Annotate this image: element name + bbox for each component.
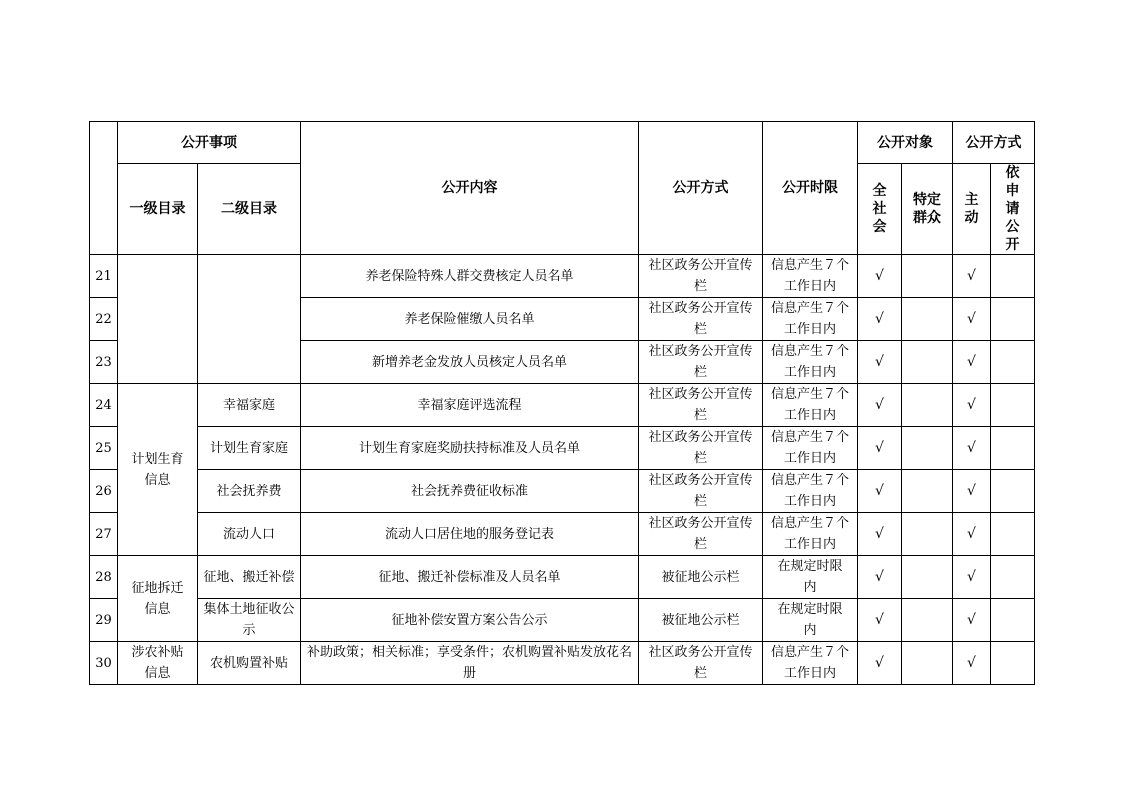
target-specific-check: [902, 298, 953, 341]
target-all-check: √: [858, 341, 902, 384]
mode-active-check: √: [953, 470, 991, 513]
time-cell: 信息产生７个工作日内: [763, 255, 858, 298]
header-items: 公开事项: [118, 122, 301, 164]
level2-cell: 农机购置补贴: [198, 642, 301, 685]
target-specific-check: [902, 556, 953, 599]
level2-cell: 集体土地征收公示: [198, 599, 301, 642]
target-all-check: √: [858, 255, 902, 298]
time-cell: 在规定时限内: [763, 556, 858, 599]
header-mode-apply: 依申请公开: [991, 164, 1035, 255]
level1-land: 征地拆迁信息: [118, 556, 198, 642]
method-cell: 被征地公示栏: [639, 556, 763, 599]
mode-active-check: √: [953, 642, 991, 685]
mode-apply-check: [991, 384, 1035, 427]
level2-cell: 幸福家庭: [198, 384, 301, 427]
target-specific-check: [902, 341, 953, 384]
mode-active-check: √: [953, 298, 991, 341]
header-target-specific: 特定群众: [902, 164, 953, 255]
method-cell: 社区政务公开宣传栏: [639, 427, 763, 470]
header-row-1: [90, 122, 1035, 164]
mode-active-check: √: [953, 384, 991, 427]
time-cell: 信息产生７个工作日内: [763, 642, 858, 685]
mode-apply-check: [991, 255, 1035, 298]
content-cell: 养老保险特殊人群交费核定人员名单: [301, 255, 639, 298]
time-cell: 信息产生７个工作日内: [763, 470, 858, 513]
target-specific-check: [902, 427, 953, 470]
level1-family-planning: 计划生育信息: [118, 384, 198, 556]
content-cell: 流动人口居住地的服务登记表: [301, 513, 639, 556]
method-cell: 社区政务公开宣传栏: [639, 255, 763, 298]
mode-apply-check: [991, 427, 1035, 470]
time-cell: 信息产生７个工作日内: [763, 341, 858, 384]
header-no: [90, 122, 118, 255]
time-cell: 信息产生７个工作日内: [763, 513, 858, 556]
mode-active-check: √: [953, 341, 991, 384]
mode-active-check: √: [953, 427, 991, 470]
time-cell: 信息产生７个工作日内: [763, 384, 858, 427]
mode-active-check: √: [953, 255, 991, 298]
target-all-check: √: [858, 513, 902, 556]
time-cell: 信息产生７个工作日内: [763, 298, 858, 341]
target-specific-check: [902, 384, 953, 427]
level1-cell-empty: [118, 255, 198, 384]
table-row: [90, 470, 1035, 513]
target-specific-check: [902, 642, 953, 685]
table-row: [90, 642, 1035, 685]
mode-apply-check: [991, 341, 1035, 384]
method-cell: 社区政务公开宣传栏: [639, 470, 763, 513]
header-method: 公开方式: [639, 122, 763, 255]
content-cell: 幸福家庭评选流程: [301, 384, 639, 427]
target-specific-check: [902, 470, 953, 513]
target-all-check: √: [858, 599, 902, 642]
row-number: 27: [90, 513, 118, 556]
content-cell: 计划生育家庭奖励扶持标准及人员名单: [301, 427, 639, 470]
row-number: 29: [90, 599, 118, 642]
level2-cell: 社会抚养费: [198, 470, 301, 513]
header-level1: 一级目录: [118, 164, 198, 255]
target-all-check: √: [858, 642, 902, 685]
level2-cell: 征地、搬迁补偿: [198, 556, 301, 599]
mode-active-check: √: [953, 513, 991, 556]
mode-apply-check: [991, 599, 1035, 642]
mode-active-check: √: [953, 599, 991, 642]
disclosure-table: [89, 121, 1035, 685]
row-number: 26: [90, 470, 118, 513]
method-cell: 被征地公示栏: [639, 599, 763, 642]
level2-cell-empty: [198, 255, 301, 384]
method-cell: 社区政务公开宣传栏: [639, 341, 763, 384]
header-mode: 公开方式: [953, 122, 1035, 164]
time-cell: 在规定时限内: [763, 599, 858, 642]
header-level2: 二级目录: [198, 164, 301, 255]
content-cell: 养老保险催缴人员名单: [301, 298, 639, 341]
target-all-check: √: [858, 470, 902, 513]
mode-active-check: √: [953, 556, 991, 599]
row-number: 30: [90, 642, 118, 685]
mode-apply-check: [991, 642, 1035, 685]
row-number: 22: [90, 298, 118, 341]
row-number: 21: [90, 255, 118, 298]
level2-cell: 计划生育家庭: [198, 427, 301, 470]
target-all-check: √: [858, 384, 902, 427]
table-row: [90, 556, 1035, 599]
content-cell: 新增养老金发放人员核定人员名单: [301, 341, 639, 384]
row-number: 25: [90, 427, 118, 470]
target-all-check: √: [858, 427, 902, 470]
target-all-check: √: [858, 298, 902, 341]
target-specific-check: [902, 599, 953, 642]
table-row: [90, 599, 1035, 642]
level2-cell: 流动人口: [198, 513, 301, 556]
method-cell: 社区政务公开宣传栏: [639, 298, 763, 341]
target-specific-check: [902, 255, 953, 298]
table-row: [90, 427, 1035, 470]
header-time-limit: 公开时限: [763, 122, 858, 255]
target-all-check: √: [858, 556, 902, 599]
content-cell: 补助政策；相关标准；享受条件；农机购置补贴发放花名册: [301, 642, 639, 685]
time-cell: 信息产生７个工作日内: [763, 427, 858, 470]
method-cell: 社区政务公开宣传栏: [639, 384, 763, 427]
header-target-all: 全社会: [858, 164, 902, 255]
content-cell: 社会抚养费征收标准: [301, 470, 639, 513]
table-row: [90, 384, 1035, 427]
row-number: 23: [90, 341, 118, 384]
content-cell: 征地、搬迁补偿标准及人员名单: [301, 556, 639, 599]
row-number: 28: [90, 556, 118, 599]
mode-apply-check: [991, 556, 1035, 599]
method-cell: 社区政务公开宣传栏: [639, 642, 763, 685]
table-row: [90, 255, 1035, 298]
method-cell: 社区政务公开宣传栏: [639, 513, 763, 556]
mode-apply-check: [991, 298, 1035, 341]
target-specific-check: [902, 513, 953, 556]
row-number: 24: [90, 384, 118, 427]
header-content: 公开内容: [301, 122, 639, 255]
mode-apply-check: [991, 470, 1035, 513]
content-cell: 征地补偿安置方案公告公示: [301, 599, 639, 642]
level1-agri: 涉农补贴信息: [118, 642, 198, 685]
header-mode-active: 主动: [953, 164, 991, 255]
table-row: [90, 513, 1035, 556]
mode-apply-check: [991, 513, 1035, 556]
header-target: 公开对象: [858, 122, 953, 164]
